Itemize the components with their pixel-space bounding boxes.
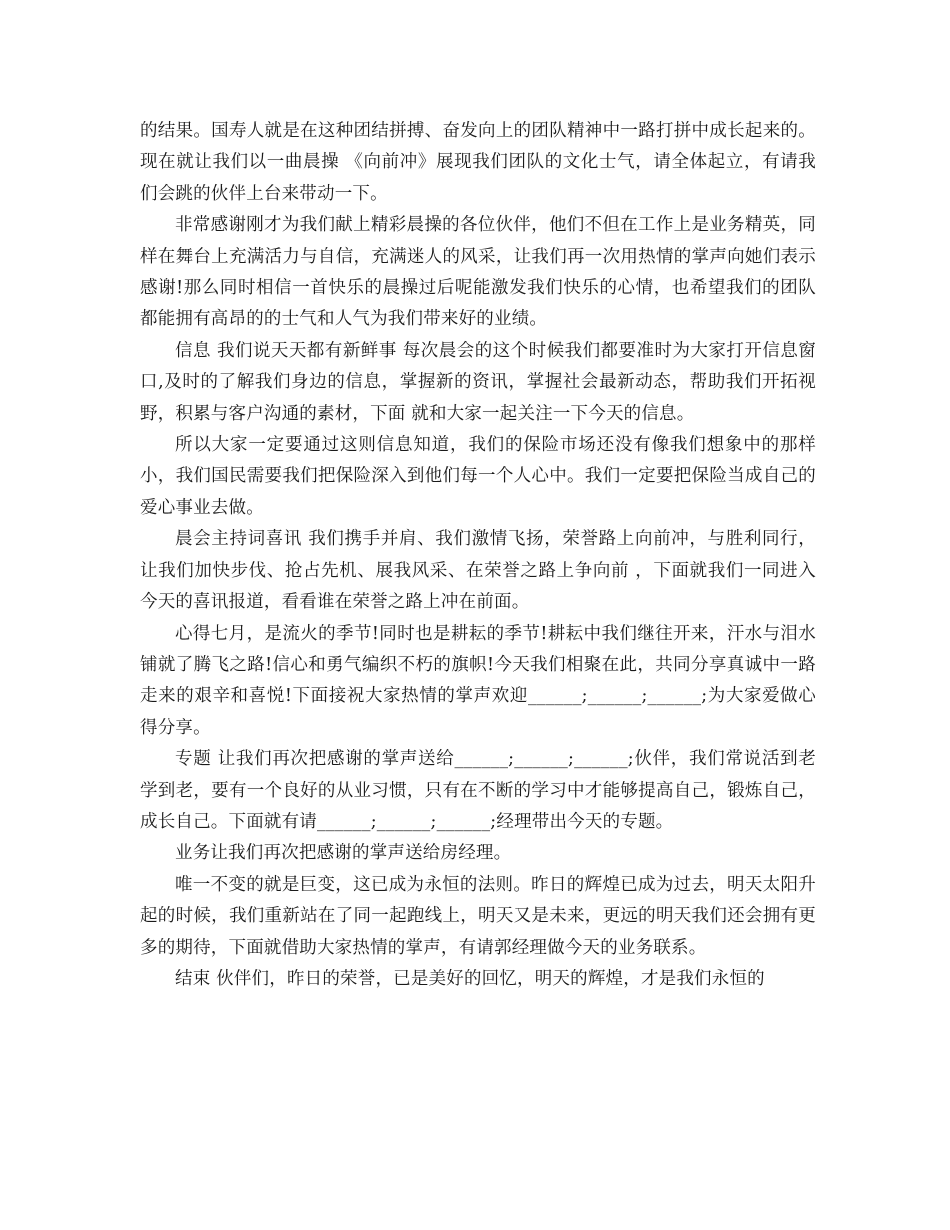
paragraph-3: 信息 我们说天天都有新鲜事 每次晨会的这个时候我们都要准时为大家打开信息窗口,及时的了解我们身边的信息，掌握新的资讯，掌握社会最新动态，帮助我们开拓视野，积累与客户沟通的素材，下面 就和大家一起关注一下今天的信息。 [140, 340, 816, 424]
paragraph-7: 专题 让我们再次把感谢的掌声送给______;______;______;伙伴，我们常说活到老学到老，要有一个良好的从业习惯，只有在不断的学习中才能够提高自己，锻炼自己，成长自己。下面就有请______;______;______;经理带出今天的专题。 [140, 749, 816, 832]
paragraph-5: 晨会主持词喜讯 我们携手并肩、我们激情飞扬，荣誉路上向前冲，与胜利同行，让我们加快步伐、抢占先机、展我风采、在荣誉之路上争向前 ，下面就我们一同进入今天的喜讯报道，看看谁在荣誉之路上冲在前面。 [140, 529, 816, 613]
paragraph-1: 的结果。国寿人就是在这种团结拼搏、奋发向上的团队精神中一路打拼中成长起来的。现在就让我们以一曲晨操 《向前冲》展现我们团队的文化士气，请全体起立，有请我们会跳的伙伴上台来带动一下。 [140, 121, 816, 204]
paragraph-9: 唯一不变的就是巨变，这已成为永恒的法则。昨日的辉煌已成为过去，明天太阳升起的时候，我们重新站在了同一起跑线上，明天又是未来，更远的明天我们还会拥有更多的期待，下面就借助大家热情的掌声，有请郭经理做今天的业务联系。 [140, 874, 816, 958]
paragraph-10: 结束 伙伴们，昨日的荣誉，已是美好的回忆，明天的辉煌，才是我们永恒的 [175, 968, 765, 989]
paragraph-4: 所以大家一定要通过这则信息知道，我们的保险市场还没有像我们想象中的那样小，我们国民需要我们把保险深入到他们每一个人心中。我们一定要把保险当成自己的爱心事业去做。 [140, 435, 816, 518]
paragraph-2: 非常感谢刚才为我们献上精彩晨操的各位伙伴，他们不但在工作上是业务精英，同样在舞台上充满活力与自信，充满迷人的风采，让我们再一次用热情的掌声向她们表示感谢!那么同时相信一首快乐的晨操过后呢能激发我们快乐的心情，也希望我们的团队都能拥有高昂的的士气和人气为我们带来好的业绩。 [140, 215, 816, 330]
paragraph-6: 心得七月，是流火的季节!同时也是耕耘的季节!耕耘中我们继往开来，汗水与泪水铺就了腾飞之路!信心和勇气编织不朽的旗帜!今天我们相聚在此，共同分享真诚中一路走来的艰辛和喜悦!下面接祝大家热情的掌声欢迎______;______;______;为大家爱做心得分享。 [140, 623, 816, 738]
paragraph-8: 业务让我们再次把感谢的掌声送给房经理。 [175, 843, 512, 864]
document-body [140, 116, 816, 995]
